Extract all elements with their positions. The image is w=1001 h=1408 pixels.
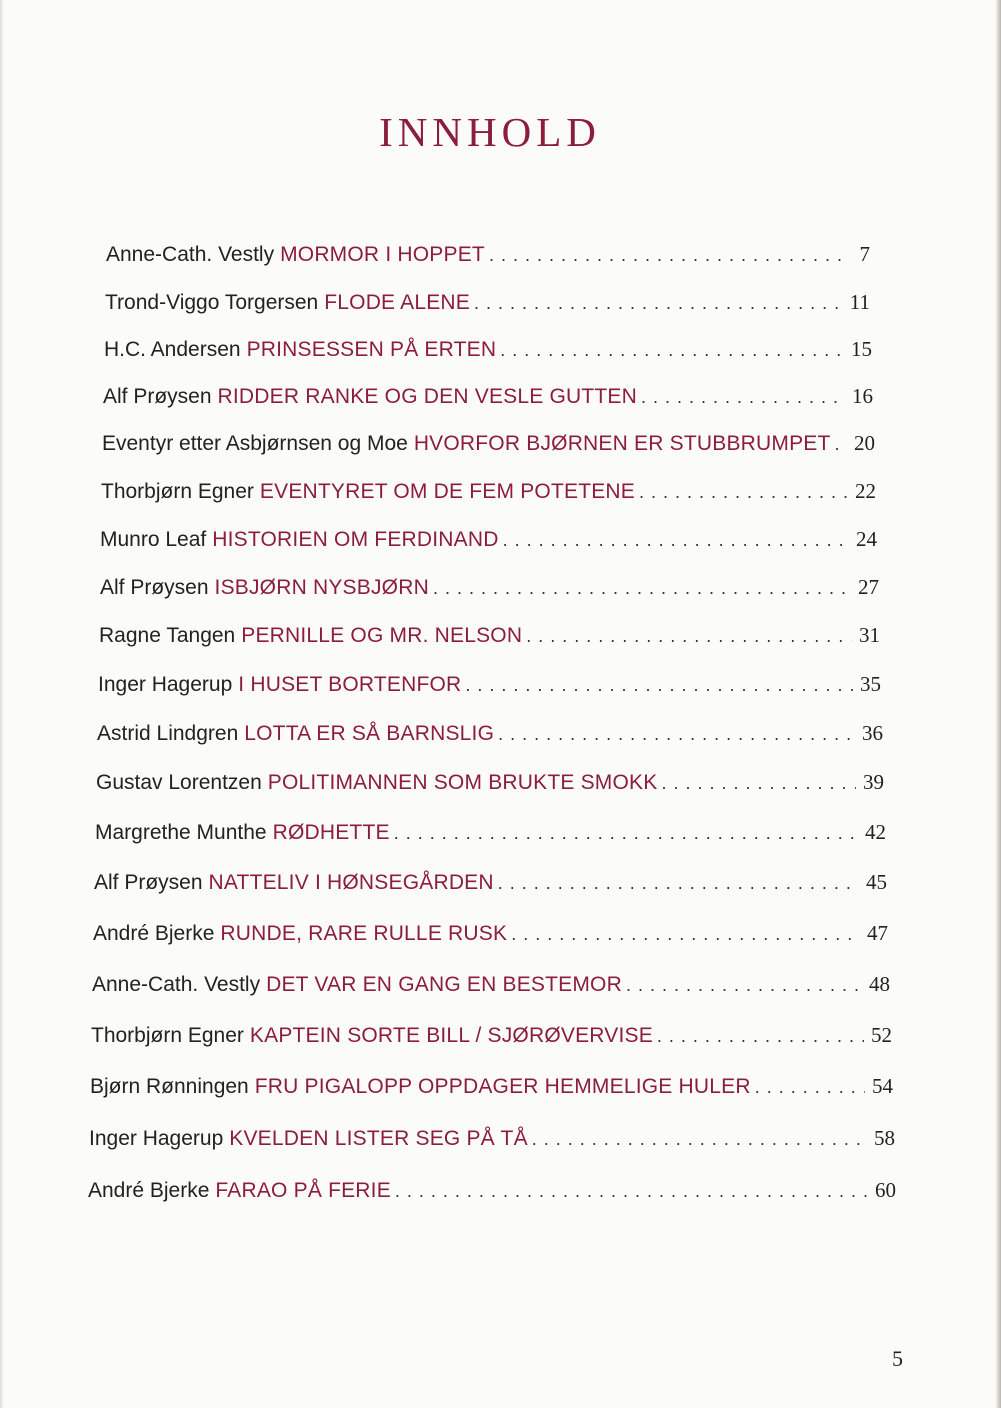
toc-page-number: 16 xyxy=(852,384,873,408)
toc-author: Inger Hagerup xyxy=(89,1127,224,1150)
dot-leader xyxy=(755,1073,865,1101)
toc-page-number: 52 xyxy=(871,1023,892,1047)
toc-page-number: 15 xyxy=(851,337,872,361)
dot-leader xyxy=(498,720,855,748)
toc-author: Anne-Cath. Vestly xyxy=(106,243,275,266)
toc-entry[interactable] xyxy=(100,573,879,602)
toc-story-title: I HUSET BORTENFOR xyxy=(238,673,462,696)
toc-story-title: FRU PIGALOPP OPPDAGER HEMMELIGE HULER xyxy=(254,1075,751,1098)
toc-entry[interactable] xyxy=(97,719,883,748)
toc-page-number: 48 xyxy=(869,972,890,996)
toc-author: Astrid Lindgren xyxy=(97,722,239,745)
toc-entry[interactable] xyxy=(88,1176,896,1205)
toc-page-number: 7 xyxy=(859,242,870,266)
toc-page-number: 31 xyxy=(859,623,880,647)
toc-story-title: EVENTYRET OM DE FEM POTETENE xyxy=(259,480,635,503)
toc-author: Alf Prøysen xyxy=(103,385,212,408)
toc-author: H.C. Andersen xyxy=(104,338,241,361)
page-number-footer: 5 xyxy=(892,1346,903,1371)
dot-leader xyxy=(626,971,862,999)
toc-story-title: RUNDE, RARE RULLE RUSK xyxy=(220,922,508,945)
toc-author: Alf Prøysen xyxy=(100,576,209,599)
toc-entry[interactable] xyxy=(98,670,881,699)
toc-author: André Bjerke xyxy=(93,922,215,945)
toc-page-number: 35 xyxy=(860,672,881,696)
dot-leader xyxy=(661,769,856,797)
dot-leader xyxy=(489,241,842,269)
toc-entry[interactable] xyxy=(103,382,873,411)
toc-story-title: FLODE ALENE xyxy=(324,291,471,314)
toc-author: Ragne Tangen xyxy=(99,624,236,647)
toc-page-number: 27 xyxy=(858,575,879,599)
toc-page-number: 22 xyxy=(855,479,876,503)
toc-story-title: FARAO PÅ FERIE xyxy=(215,1179,391,1202)
toc-entry[interactable] xyxy=(93,919,888,948)
dot-leader xyxy=(503,526,849,554)
toc-entry[interactable] xyxy=(100,525,877,554)
toc-story-title: KVELDEN LISTER SEG PÅ TÅ xyxy=(229,1127,528,1150)
toc-entry[interactable] xyxy=(89,1124,895,1153)
toc-entry[interactable] xyxy=(91,1021,892,1050)
toc-story-title: PRINSESSEN PÅ ERTEN xyxy=(246,338,497,361)
toc-author: Gustav Lorentzen xyxy=(96,771,262,794)
toc-page-number: 58 xyxy=(874,1126,895,1150)
toc-page-number: 42 xyxy=(865,820,886,844)
toc-page-number: 11 xyxy=(849,290,870,314)
toc-entry[interactable] xyxy=(106,240,870,269)
toc-entry[interactable] xyxy=(90,1072,893,1101)
toc-page-number: 47 xyxy=(867,921,888,945)
dot-leader xyxy=(433,574,851,602)
toc-story-title: NATTELIV I HØNSEGÅRDEN xyxy=(208,871,494,894)
toc-story-title: POLITIMANNEN SOM BRUKTE SMOKK xyxy=(267,771,658,794)
toc-page-number: 60 xyxy=(875,1178,896,1202)
toc-story-title: DET VAR EN GANG EN BESTEMOR xyxy=(266,973,622,996)
toc-page-number: 45 xyxy=(866,870,887,894)
toc-entry[interactable] xyxy=(105,288,870,317)
dot-leader xyxy=(641,383,845,411)
toc-entry[interactable] xyxy=(99,621,880,650)
dot-leader xyxy=(465,671,853,699)
dot-leader xyxy=(474,289,842,317)
dot-leader xyxy=(526,622,852,650)
toc-entry[interactable] xyxy=(92,970,890,999)
toc-page-number: 20 xyxy=(854,431,875,455)
toc-author: Thorbjørn Egner xyxy=(101,480,254,503)
toc-story-title: KAPTEIN SORTE BILL / SJØRØVERVISE xyxy=(249,1024,653,1047)
toc-author: Alf Prøysen xyxy=(94,871,203,894)
toc-author: Munro Leaf xyxy=(100,528,207,551)
toc-author: Thorbjørn Egner xyxy=(91,1024,244,1047)
toc-entry[interactable] xyxy=(96,768,884,797)
toc-author: André Bjerke xyxy=(88,1179,210,1202)
toc-page-number: 24 xyxy=(856,527,877,551)
toc-story-title: HVORFOR BJØRNEN ER STUBBRUMPET xyxy=(413,432,831,455)
dot-leader xyxy=(395,1177,868,1205)
toc-story-title: RIDDER RANKE OG DEN VESLE GUTTEN xyxy=(217,385,637,408)
toc-entry[interactable] xyxy=(94,868,887,897)
toc-entry[interactable] xyxy=(104,335,872,364)
dot-leader xyxy=(639,478,848,506)
toc-author: Trond-Viggo Torgersen xyxy=(105,291,319,314)
toc-entry[interactable] xyxy=(102,429,875,458)
toc-story-title: RØDHETTE xyxy=(272,821,390,844)
toc-page-number: 39 xyxy=(863,770,884,794)
dot-leader xyxy=(498,869,859,897)
toc-page-number: 36 xyxy=(862,721,883,745)
toc-author: Bjørn Rønningen xyxy=(90,1075,249,1098)
toc-story-title: PERNILLE OG MR. NELSON xyxy=(241,624,523,647)
toc-author: Eventyr etter Asbjørnsen og Moe xyxy=(102,432,408,455)
toc-page-number: 54 xyxy=(872,1074,893,1098)
dot-leader xyxy=(532,1125,867,1153)
toc-story-title: HISTORIEN OM FERDINAND xyxy=(212,528,499,551)
dot-leader xyxy=(835,430,847,458)
toc-entry[interactable] xyxy=(101,477,876,506)
page-title: INNHOLD xyxy=(379,109,601,155)
page-edge-left xyxy=(0,0,4,1408)
dot-leader xyxy=(394,819,858,847)
toc-story-title: MORMOR I HOPPET xyxy=(280,243,485,266)
dot-leader xyxy=(511,920,860,948)
toc-story-title: ISBJØRN NYSBJØRN xyxy=(214,576,429,599)
toc-entry[interactable] xyxy=(95,818,886,847)
toc-author: Inger Hagerup xyxy=(98,673,233,696)
toc-story-title: LOTTA ER SÅ BARNSLIG xyxy=(244,722,495,745)
toc-author: Anne-Cath. Vestly xyxy=(92,973,261,996)
dot-leader xyxy=(500,336,844,364)
page-edge-right xyxy=(995,0,1001,1408)
dot-leader xyxy=(657,1022,864,1050)
toc-author: Margrethe Munthe xyxy=(95,821,267,844)
